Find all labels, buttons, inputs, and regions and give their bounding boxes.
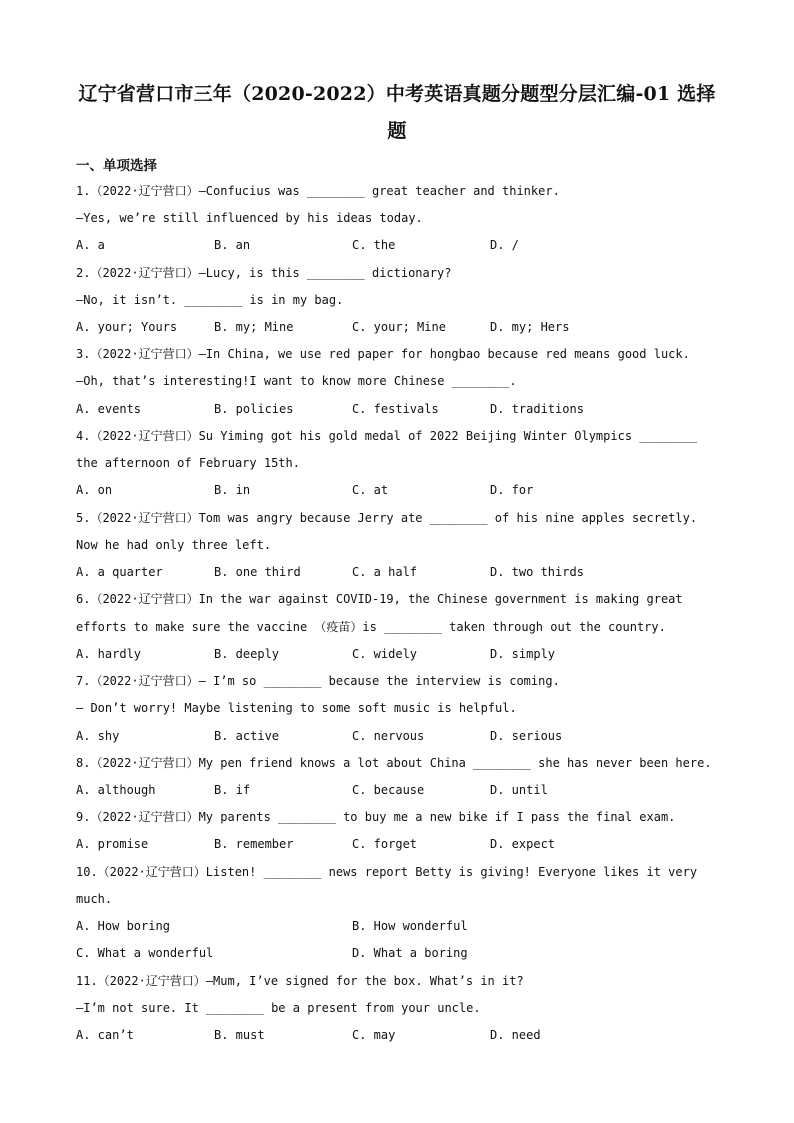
question-10-stem-line-1: 10.（2022·辽宁营口）Listen! ________ news report Betty is giving! Everyone likes it very	[76, 865, 698, 879]
question-4-option-d: D. for	[490, 483, 534, 497]
question-11-stem-line-2: —I’m not sure. It ________ be a present from your uncle.	[76, 1001, 481, 1015]
question-11-option-b: B. must	[214, 1028, 265, 1042]
question-3-stem-line-2: —Oh, that’s interesting!I want to know more Chinese ________.	[76, 374, 517, 388]
question-4-stem-line-1: 4.（2022·辽宁营口）Su Yiming got his gold medal of 2022 Beijing Winter Olympics ________	[76, 429, 698, 443]
question-3-option-b: B. policies	[214, 402, 294, 416]
question-1-option-d: D. /	[490, 238, 519, 252]
question-2-stem-line-2: —No, it isn’t. ________ is in my bag.	[76, 293, 344, 307]
question-8-option-d: D. until	[490, 783, 548, 797]
question-3-stem-line-1: 3.（2022·辽宁营口）—In China, we use red paper for hongbao because red means good luck.	[76, 347, 690, 361]
question-1-stem-line-2: —Yes, we’re still influenced by his ideas today.	[76, 211, 423, 225]
question-2-stem-line-1: 2.（2022·辽宁营口）—Lucy, is this ________ dictionary?	[76, 266, 452, 280]
question-10-stem-line-2: much.	[76, 892, 113, 906]
question-6-stem-line-2: efforts to make sure the vaccine （疫苗）is ________ taken through out the country.	[76, 620, 666, 634]
question-9-option-d: D. expect	[490, 837, 556, 851]
question-6-option-d: D. simply	[490, 647, 556, 661]
question-10-option-d: D. What a boring	[352, 946, 468, 960]
question-1-option-c: C. the	[352, 238, 396, 252]
title-line-1: 辽宁省营口市三年（2020-2022）中考英语真题分题型分层汇编-01 选择	[78, 83, 716, 105]
question-9-option-c: C. forget	[352, 837, 418, 851]
question-1-option-b: B. an	[214, 238, 251, 252]
question-11-option-a: A. can’t	[76, 1028, 134, 1042]
question-5-option-b: B. one third	[214, 565, 301, 579]
question-2-option-c: C. your; Mine	[352, 320, 446, 334]
question-3-option-c: C. festivals	[352, 402, 439, 416]
question-11-option-d: D. need	[490, 1028, 541, 1042]
question-11-option-c: C. may	[352, 1028, 396, 1042]
question-1-stem-line-1: 1.（2022·辽宁营口）—Confucius was ________ great teacher and thinker.	[76, 184, 560, 198]
question-5-option-d: D. two thirds	[490, 565, 584, 579]
question-6-stem-line-1: 6.（2022·辽宁营口）In the war against COVID-19, the Chinese government is making great	[76, 592, 683, 606]
section-heading: 一、单项选择	[76, 158, 157, 174]
question-5-stem-line-2: Now he had only three left.	[76, 538, 272, 552]
question-8-stem-line-1: 8.（2022·辽宁营口）My pen friend knows a lot about China ________ she has never been here.	[76, 756, 712, 770]
question-4-option-c: C. at	[352, 483, 389, 497]
question-9-option-a: A. promise	[76, 837, 149, 851]
question-4-option-a: A. on	[76, 483, 113, 497]
question-7-option-c: C. nervous	[352, 729, 425, 743]
question-11-stem-line-1: 11.（2022·辽宁营口）—Mum, I’ve signed for the box. What’s in it?	[76, 974, 524, 988]
question-7-option-a: A. shy	[76, 729, 120, 743]
question-10-option-a: A. How boring	[76, 919, 170, 933]
question-2-option-a: A. your; Yours	[76, 320, 178, 334]
question-7-option-b: B. active	[214, 729, 280, 743]
title-line-2: 题	[387, 120, 407, 142]
question-10-option-c: C. What a wonderful	[76, 946, 214, 960]
question-7-stem-line-2: — Don’t worry! Maybe listening to some soft music is helpful.	[76, 701, 517, 715]
question-9-stem-line-1: 9.（2022·辽宁营口）My parents ________ to buy me a new bike if I pass the final exam.	[76, 810, 676, 824]
question-5-stem-line-1: 5.（2022·辽宁营口）Tom was angry because Jerry ate ________ of his nine apples secretly.	[76, 511, 698, 525]
question-5-option-a: A. a quarter	[76, 565, 163, 579]
question-8-option-b: B. if	[214, 783, 251, 797]
question-4-option-b: B. in	[214, 483, 251, 497]
question-5-option-c: C. a half	[352, 565, 418, 579]
question-7-stem-line-1: 7.（2022·辽宁营口）— I’m so ________ because the interview is coming.	[76, 674, 560, 688]
question-1-option-a: A. a	[76, 238, 105, 252]
question-6-option-a: A. hardly	[76, 647, 142, 661]
question-10-option-b: B. How wonderful	[352, 919, 468, 933]
question-7-option-d: D. serious	[490, 729, 563, 743]
question-3-option-a: A. events	[76, 402, 142, 416]
question-2-option-d: D. my; Hers	[490, 320, 570, 334]
question-6-option-c: C. widely	[352, 647, 418, 661]
question-9-option-b: B. remember	[214, 837, 294, 851]
document-title	[60, 76, 734, 150]
question-8-option-a: A. although	[76, 783, 156, 797]
question-6-option-b: B. deeply	[214, 647, 280, 661]
question-2-option-b: B. my; Mine	[214, 320, 294, 334]
question-8-option-c: C. because	[352, 783, 425, 797]
question-4-stem-line-2: the afternoon of February 15th.	[76, 456, 300, 470]
question-3-option-d: D. traditions	[490, 402, 584, 416]
